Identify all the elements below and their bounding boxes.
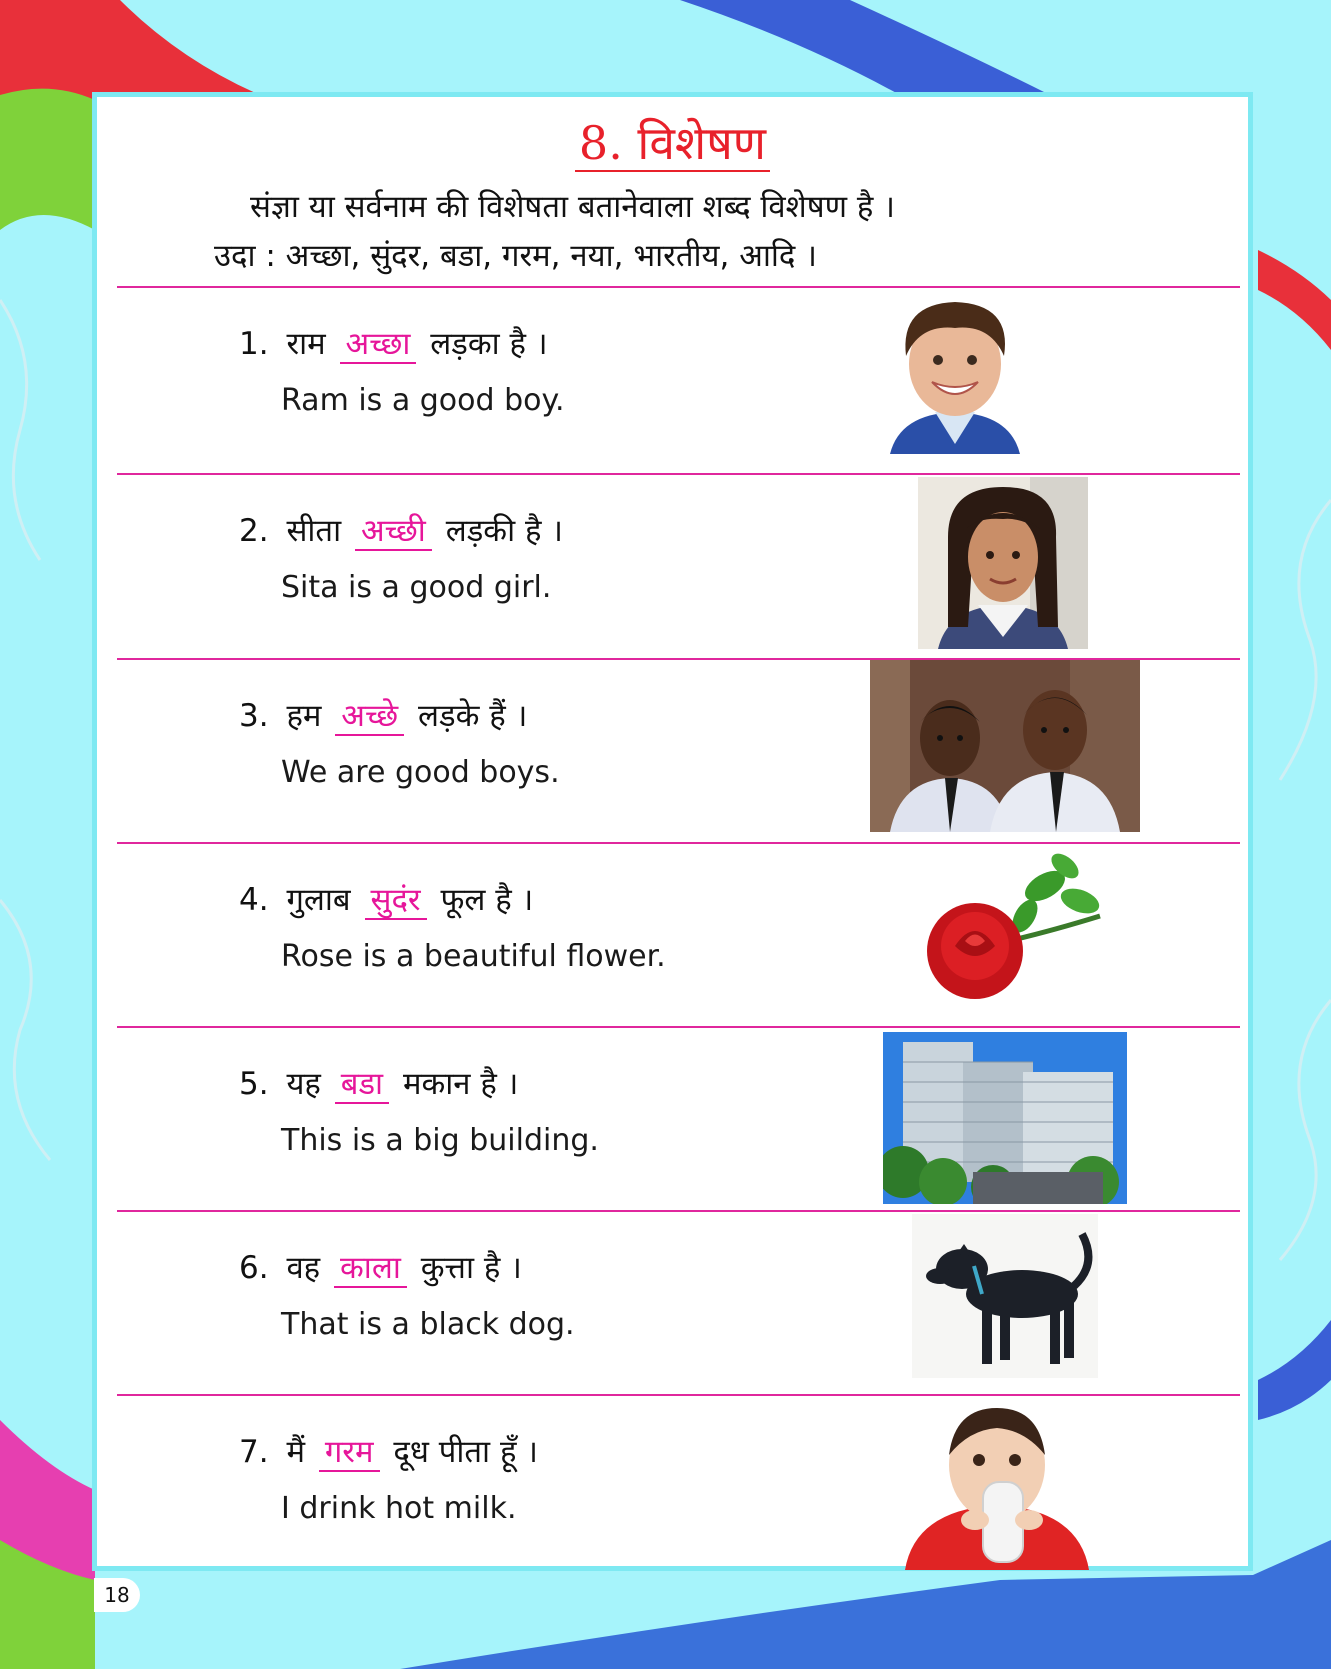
adjective-word: गरम [319, 1434, 380, 1472]
boy-photo [880, 294, 1030, 454]
exercise-item [97, 288, 1248, 472]
hindi-sentence [239, 511, 563, 551]
sentence-start: मैं [286, 1434, 305, 1470]
adjective-word: अच्छा [340, 326, 417, 364]
hindi-sentence [239, 880, 533, 920]
sentence-start: हम [286, 698, 322, 734]
sentence-end: मकान है । [402, 1066, 519, 1102]
exercise-item [97, 1028, 1248, 1212]
baby-milk-photo [905, 1400, 1089, 1570]
english-translation: I drink hot milk. [281, 1491, 517, 1526]
item-number: 2. [239, 513, 269, 549]
english-translation: That is a black dog. [281, 1307, 575, 1342]
adjective-word: बडा [335, 1066, 389, 1104]
item-number: 1. [239, 326, 269, 362]
sentence-end: लड़की है । [445, 513, 564, 549]
item-number: 4. [239, 882, 269, 918]
definition-text: संज्ञा या सर्वनाम की विशेषता बतानेवाला शब्द विशेषण है । [250, 189, 895, 225]
item-number: 5. [239, 1066, 269, 1102]
sentence-start: वह [286, 1250, 321, 1286]
adjective-word: अच्छे [335, 698, 404, 736]
sentence-start: सीता [286, 513, 342, 549]
exercise-item [97, 1212, 1248, 1396]
rose-photo [915, 846, 1105, 1008]
english-translation: Sita is a good girl. [281, 570, 552, 605]
dog-photo [912, 1214, 1098, 1378]
hindi-sentence [239, 1248, 522, 1288]
hindi-sentence [239, 324, 548, 364]
english-translation: Rose is a beautiful flower. [281, 939, 666, 974]
sentence-start: गुलाब [286, 882, 351, 918]
english-translation: Ram is a good boy. [281, 383, 565, 418]
english-translation: We are good boys. [281, 755, 560, 790]
exercise-item [97, 660, 1248, 844]
page-number: 18 [94, 1578, 140, 1612]
example-text: उदा : अच्छा, सुंदर, बडा, गरम, नया, भारतीय, आदि । [214, 238, 817, 274]
sentence-end: फूल है । [440, 882, 534, 918]
hindi-sentence [239, 696, 527, 736]
adjective-word: अच्छी [355, 513, 432, 551]
adjective-word: काला [334, 1250, 407, 1288]
page-title: 8. विशेषण [97, 115, 1248, 171]
exercise-item [97, 475, 1248, 659]
building-photo [883, 1032, 1127, 1204]
content-panel [92, 92, 1253, 1571]
hindi-sentence [239, 1432, 538, 1472]
item-number: 7. [239, 1434, 269, 1470]
sentence-end: लड़का है । [430, 326, 548, 362]
hindi-sentence [239, 1064, 518, 1104]
english-translation: This is a big building. [281, 1123, 599, 1158]
girl-photo [918, 477, 1088, 649]
sentence-end: लड़के हैं । [417, 698, 528, 734]
exercise-item [97, 1396, 1248, 1580]
sentence-start: यह [286, 1066, 321, 1102]
exercise-item [97, 844, 1248, 1028]
boys-photo [870, 660, 1140, 832]
sentence-end: दूध पीता हूँ । [393, 1434, 539, 1470]
adjective-word: सुदंर [365, 882, 427, 920]
item-number: 6. [239, 1250, 269, 1286]
sentence-end: कुत्ता है । [420, 1250, 522, 1286]
item-number: 3. [239, 698, 269, 734]
sentence-start: राम [286, 326, 326, 362]
